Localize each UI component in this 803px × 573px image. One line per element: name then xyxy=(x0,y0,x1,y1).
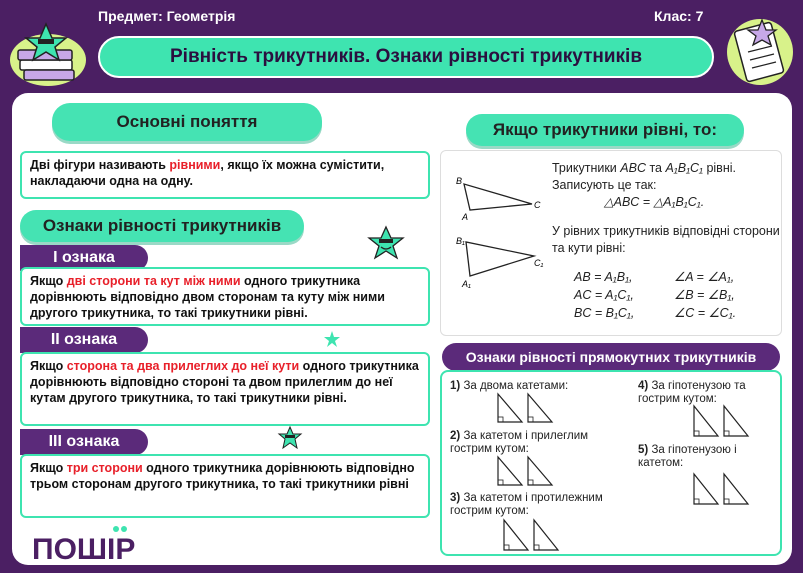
tri1-label-b: B xyxy=(456,176,463,186)
criterion-1-highlight: дві сторони та кут між ними xyxy=(66,274,241,288)
criteria-heading: Ознаки рівності трикутників xyxy=(20,210,304,242)
criterion-2-highlight: сторона та два прилеглих до неї кути xyxy=(66,359,300,373)
criterion-3-box xyxy=(20,454,430,518)
criterion-3-highlight: три сторони xyxy=(66,461,143,475)
definition-box xyxy=(20,151,430,199)
equation-row: AB = A₁B₁, ∠A = ∠A₁, xyxy=(574,270,735,284)
clipboard-star-icon xyxy=(724,12,796,88)
tri1-label-c: C xyxy=(534,200,541,210)
criterion-2-pre: Якщо xyxy=(30,359,67,373)
equation-row: AC = A₁C₁, ∠B = ∠B₁, xyxy=(574,288,735,302)
right-item-2: 2) За катетом і прилеглим гострим кутом: xyxy=(450,430,589,455)
triangle-a1b1c1-diagram xyxy=(452,232,542,290)
star-mascot-icon xyxy=(368,226,404,260)
criterion-1-tag: І ознака xyxy=(20,245,148,271)
criterion-1-post: одного трикутника дорівнюють відповідно двом сторонам та куту між ними другого трикутника, то такі трикутники рівні. xyxy=(30,274,385,320)
equal-line3: △ABC = △A₁B₁C₁. xyxy=(604,195,705,209)
tri2-label-a: A₁ xyxy=(462,279,471,289)
tri2-label-b: B₁ xyxy=(456,236,465,246)
criterion-1-pre: Якщо xyxy=(30,274,67,288)
right-item-4: 4) За гіпотенузою та гострим кутом: xyxy=(638,380,746,405)
definition-highlight: рівними xyxy=(169,158,221,172)
star-mascot-small-icon xyxy=(278,426,302,450)
basics-heading: Основні поняття xyxy=(52,103,322,141)
right-item-1: 1) За двома катетами: xyxy=(450,380,569,392)
equal-equations xyxy=(574,268,774,322)
equal-line4: У рівних трикутників відповідні сторони та кути рівні: xyxy=(552,224,780,255)
right-item-3: 3) За катетом і протилежним гострим кутом: xyxy=(450,492,603,517)
tri2-label-c: C₁ xyxy=(534,258,544,268)
definition-post: , якщо їх можна сумістити, накладаючи одна на одну. xyxy=(30,158,385,188)
rt-pair-4-diagram xyxy=(690,404,752,438)
criterion-2-tag: ІІ ознака xyxy=(20,327,148,353)
right-heading: Ознаки рівності прямокутних трикутників xyxy=(442,343,780,371)
equation-row: BC = B₁C₁, ∠C = ∠C₁. xyxy=(574,306,737,320)
rt-pair-2-diagram xyxy=(494,455,556,487)
triangle-abc-diagram xyxy=(452,172,542,222)
equal-heading: Якщо трикутники рівні, то: xyxy=(466,114,744,146)
logo xyxy=(30,525,150,565)
books-star-icon xyxy=(8,20,88,88)
criterion-3-pre: Якщо xyxy=(30,461,67,475)
criterion-1-box xyxy=(20,267,430,326)
equal-text xyxy=(552,160,782,257)
equal-line1: Трикутники ABC та A₁B₁C₁ рівні. xyxy=(552,161,736,175)
criterion-2-box xyxy=(20,352,430,426)
criterion-3-post: одного трикутника дорівнюють відповідно трьом сторонам другого трикутника, то такі трикутники рівні xyxy=(30,461,415,491)
rt-pair-5-diagram xyxy=(690,472,752,506)
right-item-5: 5) За гіпотенузою і катетом: xyxy=(638,444,737,469)
definition-pre: Дві фігури називають xyxy=(30,158,170,172)
page-title: Рівність трикутників. Ознаки рівності трикутників xyxy=(98,36,714,78)
criterion-3-tag: ІІІ ознака xyxy=(20,429,148,455)
criterion-2-post: одного трикутника дорівнюють відповідно стороні та двом прилеглим до неї кутам другого трикутника, то такі трикутники рівні. xyxy=(30,359,419,405)
tri1-label-a: A xyxy=(462,212,469,222)
equal-line2: Записують це так: xyxy=(552,178,657,192)
rt-pair-3-diagram xyxy=(500,518,562,552)
logo-text: ПОШІР xyxy=(32,533,136,566)
subject-label: Предмет: Геометрія xyxy=(98,8,236,24)
rt-pair-1-diagram xyxy=(494,392,556,424)
grade-label: Клас: 7 xyxy=(654,8,704,24)
small-star-icon xyxy=(324,331,340,347)
